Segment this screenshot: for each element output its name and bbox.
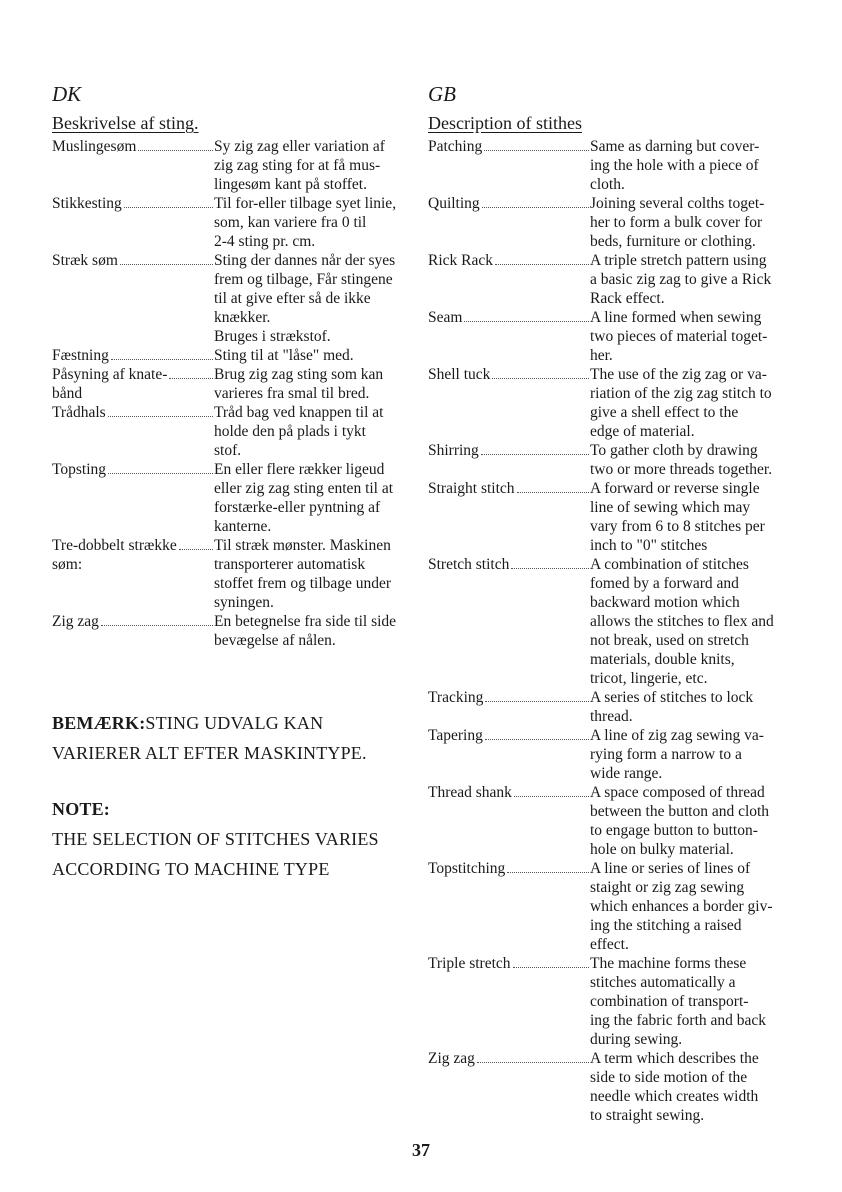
glossary-description: Joining several colths toget- her to form a bulk cover for beds, furniture or clothing. — [590, 195, 765, 250]
danish-note — [52, 708, 422, 768]
dot-leader — [111, 346, 213, 360]
english-note — [52, 794, 422, 884]
glossary-description: A combination of stitches fomed by a forward and backward motion which allows the stitches to flex and not break, used on stretch materials, double knits, tricot, lingerie, etc. — [590, 556, 774, 687]
glossary-term: Stikkesting — [52, 195, 122, 212]
glossary-description: Sy zig zag eller variation af zig zag sting for at få mus- lingesøm kant på stoffet. — [214, 138, 385, 193]
dot-leader — [517, 479, 589, 493]
glossary-description: The machine forms these stitches automatically a combination of transport- ing the fabric forth and back during sewing. — [590, 955, 767, 1048]
glossary-entry — [428, 1049, 798, 1125]
glossary-term-cell — [52, 460, 214, 479]
glossary-entry — [428, 555, 798, 688]
dot-leader — [507, 859, 589, 873]
glossary-description: Sting der dannes når der syes frem og tilbage, Får stingene til at give efter så de ikke knækker. Bruges i strækstof. — [214, 252, 396, 345]
glossary-term-cell — [52, 346, 214, 365]
glossary-term-cell — [428, 308, 590, 327]
glossary-description: A line formed when sewing two pieces of material toget- her. — [590, 309, 768, 364]
glossary-entry — [52, 403, 422, 460]
glossary-term: Shell tuck — [428, 366, 491, 383]
glossary-description: To gather cloth by drawing two or more threads together. — [590, 442, 773, 478]
glossary-term-cell — [52, 612, 214, 631]
dot-leader — [485, 726, 589, 740]
english-heading: Description of stithes — [428, 113, 582, 133]
glossary-description: A series of stitches to lock thread. — [590, 689, 754, 725]
english-glossary — [428, 137, 798, 1125]
glossary-entry — [428, 308, 798, 365]
glossary-term: Shirring — [428, 442, 479, 459]
glossary-entry — [428, 479, 798, 555]
glossary-term: Zig zag — [428, 1050, 475, 1067]
english-note-label: NOTE: — [52, 799, 111, 819]
glossary-term: Triple stretch — [428, 955, 511, 972]
glossary-term: Stræk søm — [52, 252, 118, 269]
glossary-description: A term which describes the side to side motion of the needle which creates width to straight sewing. — [590, 1050, 759, 1124]
glossary-description: A triple stretch pattern using a basic zig zag to give a Rick Rack effect. — [590, 252, 772, 307]
glossary-term-cell — [52, 194, 214, 213]
glossary-term-cell — [428, 954, 590, 973]
dot-leader — [484, 137, 589, 151]
dot-leader — [482, 194, 589, 208]
glossary-term-cell — [52, 403, 214, 422]
glossary-description: A forward or reverse single line of sewing which may vary from 6 to 8 stitches per inch to "0" stitches — [590, 480, 765, 554]
dot-leader — [108, 460, 213, 474]
dot-leader — [492, 365, 589, 379]
dot-leader — [485, 688, 589, 702]
dot-leader — [138, 137, 213, 151]
dot-leader — [464, 308, 589, 322]
glossary-term: Tre-dobbelt strække søm: — [52, 537, 177, 573]
dot-leader — [108, 403, 213, 417]
dot-leader — [481, 441, 589, 455]
glossary-entry — [428, 365, 798, 441]
glossary-term-cell — [428, 783, 590, 802]
glossary-term-cell — [428, 859, 590, 878]
glossary-term-cell — [428, 688, 590, 707]
glossary-entry — [52, 536, 422, 612]
dot-leader — [514, 783, 589, 797]
glossary-entry — [52, 194, 422, 251]
glossary-description: Tråd bag ved knappen til at holde den på plads i tykt stof. — [214, 404, 384, 459]
glossary-term: Tapering — [428, 727, 483, 744]
glossary-term: Påsyning af knate- bånd — [52, 366, 168, 402]
dot-leader — [169, 365, 213, 379]
glossary-entry — [52, 612, 422, 650]
glossary-term: Topstitching — [428, 860, 506, 877]
dot-leader — [120, 251, 213, 265]
glossary-entry — [428, 783, 798, 859]
glossary-description: The use of the zig zag or va- riation of the zig zag stitch to give a shell effect to the edge of material. — [590, 366, 772, 440]
dot-leader — [179, 536, 213, 550]
glossary-entry — [428, 954, 798, 1049]
glossary-term-cell — [428, 479, 590, 498]
glossary-term-cell — [52, 365, 214, 403]
glossary-entry — [52, 460, 422, 536]
glossary-term: Topsting — [52, 461, 107, 478]
english-column — [428, 82, 798, 1125]
danish-note-label: BEMÆRK: — [52, 713, 146, 733]
glossary-term-cell — [428, 137, 590, 156]
glossary-entry — [428, 251, 798, 308]
glossary-term: Trådhals — [52, 404, 106, 421]
glossary-entry — [428, 688, 798, 726]
glossary-term: Thread shank — [428, 784, 512, 801]
glossary-entry — [428, 137, 798, 194]
dot-leader — [101, 612, 213, 626]
glossary-term-cell — [52, 536, 214, 574]
glossary-entry — [428, 441, 798, 479]
english-note-text: THE SELECTION OF STITCHES VARIES ACCORDING TO MACHINE TYPE — [52, 829, 379, 879]
glossary-term: Seam — [428, 309, 463, 326]
glossary-description: A line or series of lines of staight or zig zag sewing which enhances a border giv- ing the stitching a raised effect. — [590, 860, 773, 953]
glossary-description: A space composed of thread between the button and cloth to engage button to button- hole on bulky material. — [590, 784, 770, 858]
danish-language-label: DK — [52, 82, 82, 106]
glossary-term-cell — [428, 251, 590, 270]
glossary-entry — [52, 365, 422, 403]
glossary-term-cell — [52, 251, 214, 270]
danish-heading: Beskrivelse af sting. — [52, 113, 199, 133]
glossary-description: Same as darning but cover- ing the hole with a piece of cloth. — [590, 138, 760, 193]
glossary-term-cell — [52, 137, 214, 156]
dot-leader — [477, 1049, 589, 1063]
glossary-term: Stretch stitch — [428, 556, 510, 573]
glossary-term-cell — [428, 726, 590, 745]
glossary-term: Quilting — [428, 195, 480, 212]
dot-leader — [511, 555, 589, 569]
glossary-term: Fæstning — [52, 347, 109, 364]
glossary-description: Til stræk mønster. Maskinen transporterer automatisk stoffet frem og tilbage under syningen. — [214, 537, 392, 611]
notes-section — [52, 708, 422, 910]
glossary-description: Sting til at "låse" med. — [214, 347, 354, 364]
glossary-term: Tracking — [428, 689, 484, 706]
glossary-entry — [52, 137, 422, 194]
dot-leader — [124, 194, 213, 208]
glossary-description: En eller flere rækker ligeud eller zig zag sting enten til at forstærke-eller pyntning af kanterne. — [214, 461, 394, 535]
dot-leader — [495, 251, 589, 265]
page-number: 37 — [412, 1140, 430, 1160]
danish-glossary — [52, 137, 422, 650]
glossary-term: Straight stitch — [428, 480, 515, 497]
english-language-label: GB — [428, 82, 456, 106]
danish-column — [52, 82, 422, 650]
dot-leader — [513, 954, 589, 968]
glossary-entry — [428, 194, 798, 251]
glossary-term: Zig zag — [52, 613, 99, 630]
glossary-entry — [52, 251, 422, 346]
glossary-entry — [52, 346, 422, 365]
glossary-term-cell — [428, 194, 590, 213]
glossary-entry — [428, 726, 798, 783]
glossary-term: Muslingesøm — [52, 138, 137, 155]
glossary-description: En betegnelse fra side til side bevægelse af nålen. — [214, 613, 397, 649]
glossary-description: Brug zig zag sting som kan varieres fra smal til bred. — [214, 366, 384, 402]
glossary-term-cell — [428, 441, 590, 460]
glossary-term-cell — [428, 365, 590, 384]
glossary-description: Til for-eller tilbage syet linie, som, kan variere fra 0 til 2-4 sting pr. cm. — [214, 195, 397, 250]
glossary-term: Patching — [428, 138, 483, 155]
glossary-term-cell — [428, 1049, 590, 1068]
glossary-term-cell — [428, 555, 590, 574]
glossary-description: A line of zig zag sewing va- rying form a narrow to a wide range. — [590, 727, 764, 782]
danish-note-text: STING UDVALG KAN VARIERER ALT EFTER MASKINTYPE. — [52, 713, 367, 763]
glossary-term: Rick Rack — [428, 252, 493, 269]
glossary-entry — [428, 859, 798, 954]
